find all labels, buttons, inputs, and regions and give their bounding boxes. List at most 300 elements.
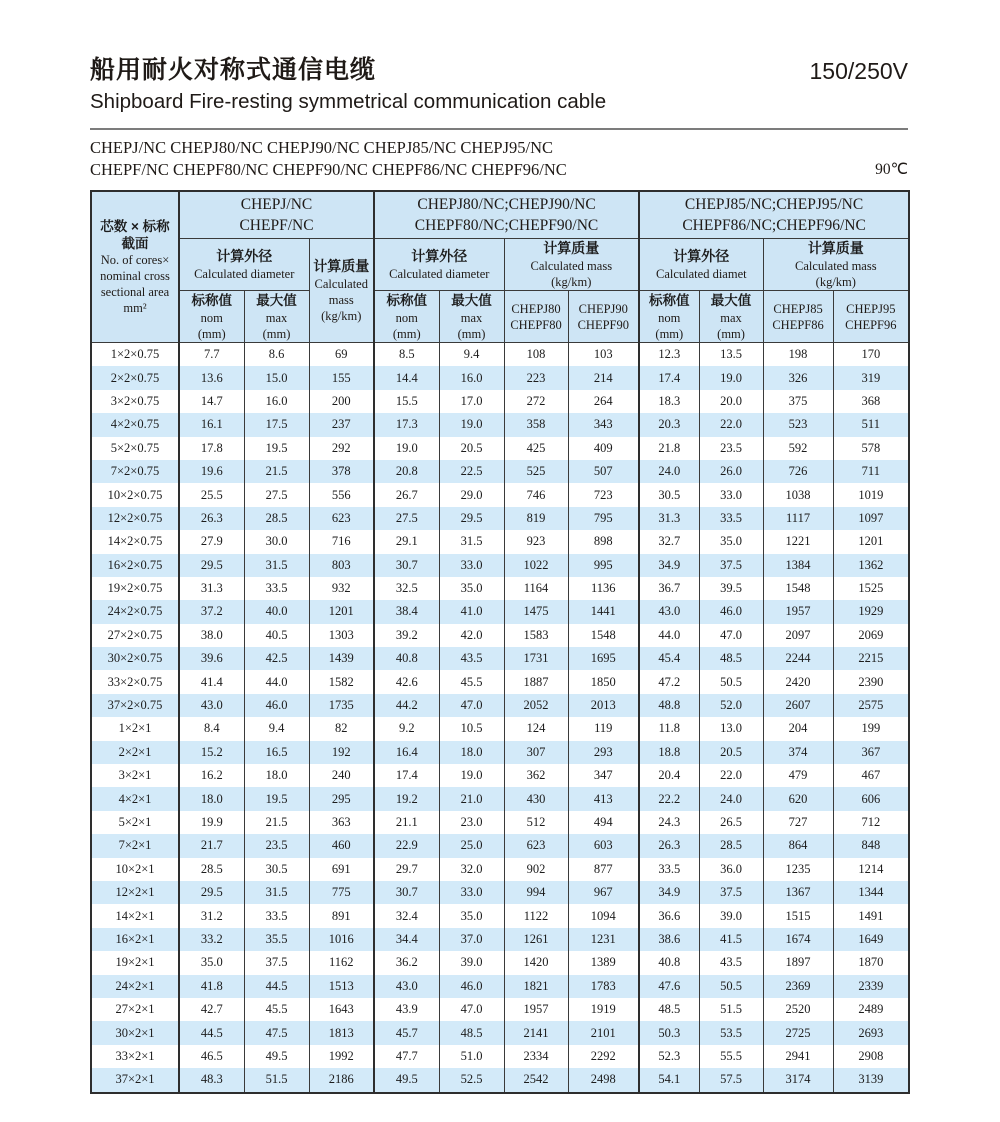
value-cell: 47.0 (699, 624, 763, 647)
value-cell: 9.4 (439, 343, 504, 367)
value-cell: 19.5 (244, 437, 309, 460)
value-cell: 35.0 (179, 951, 244, 974)
value-cell: 902 (504, 858, 568, 881)
value-cell: 2575 (833, 694, 909, 717)
size-cell: 2×2×1 (91, 741, 179, 764)
value-cell: 363 (309, 811, 374, 834)
table-row (91, 624, 909, 647)
value-cell: 23.5 (244, 834, 309, 857)
value-cell: 38.0 (179, 624, 244, 647)
value-cell: 1441 (568, 600, 639, 623)
table-row (91, 343, 909, 367)
value-cell: 3174 (763, 1068, 833, 1092)
value-cell: 69 (309, 343, 374, 367)
value-cell: 16.2 (179, 764, 244, 787)
value-cell: 691 (309, 858, 374, 881)
value-cell: 20.5 (699, 741, 763, 764)
page-content (90, 0, 908, 1094)
value-cell: 9.2 (374, 717, 439, 740)
value-cell: 374 (763, 741, 833, 764)
value-cell: 19.0 (439, 764, 504, 787)
value-cell: 29.5 (439, 507, 504, 530)
value-cell: 1582 (309, 670, 374, 693)
table-row (91, 670, 909, 693)
value-cell: 46.0 (439, 975, 504, 998)
value-cell: 34.4 (374, 928, 439, 951)
value-cell: 864 (763, 834, 833, 857)
value-cell: 54.1 (639, 1068, 699, 1092)
value-cell: 21.5 (244, 460, 309, 483)
value-cell: 36.2 (374, 951, 439, 974)
value-cell: 39.0 (439, 951, 504, 974)
value-cell: 47.2 (639, 670, 699, 693)
value-cell: 237 (309, 413, 374, 436)
table-row (91, 483, 909, 506)
value-cell: 18.0 (244, 764, 309, 787)
value-cell: 43.5 (699, 951, 763, 974)
table-row (91, 858, 909, 881)
value-cell: 1094 (568, 904, 639, 927)
value-cell: 21.8 (639, 437, 699, 460)
table-row (91, 507, 909, 530)
table-row (91, 460, 909, 483)
size-header-en3: sectional area (100, 285, 170, 299)
size-cell: 1×2×0.75 (91, 343, 179, 367)
value-cell: 47.7 (374, 1045, 439, 1068)
value-cell: 33.2 (179, 928, 244, 951)
value-cell: 33.5 (244, 904, 309, 927)
value-cell: 36.0 (699, 858, 763, 881)
value-cell: 409 (568, 437, 639, 460)
value-cell: 37.5 (699, 554, 763, 577)
value-cell: 19.9 (179, 811, 244, 834)
value-cell: 795 (568, 507, 639, 530)
value-cell: 52.5 (439, 1068, 504, 1092)
size-cell: 4×2×1 (91, 787, 179, 810)
group1-max-header: 最大值 max (mm) (244, 291, 309, 343)
value-cell: 2334 (504, 1045, 568, 1068)
value-cell: 358 (504, 413, 568, 436)
value-cell: 45.7 (374, 1021, 439, 1044)
value-cell: 9.4 (244, 717, 309, 740)
value-cell: 1957 (763, 600, 833, 623)
value-cell: 55.5 (699, 1045, 763, 1068)
value-cell: 23.0 (439, 811, 504, 834)
size-column-header (91, 191, 179, 343)
value-cell: 523 (763, 413, 833, 436)
value-cell: 307 (504, 741, 568, 764)
size-cell: 10×2×1 (91, 858, 179, 881)
value-cell: 8.5 (374, 343, 439, 367)
value-cell: 18.8 (639, 741, 699, 764)
value-cell: 1897 (763, 951, 833, 974)
value-cell: 2369 (763, 975, 833, 998)
value-cell: 1201 (309, 600, 374, 623)
value-cell: 326 (763, 366, 833, 389)
value-cell: 362 (504, 764, 568, 787)
value-cell: 30.5 (244, 858, 309, 881)
size-cell: 1×2×1 (91, 717, 179, 740)
value-cell: 17.8 (179, 437, 244, 460)
value-cell: 25.0 (439, 834, 504, 857)
value-cell: 375 (763, 390, 833, 413)
value-cell: 1695 (568, 647, 639, 670)
value-cell: 17.3 (374, 413, 439, 436)
value-cell: 20.8 (374, 460, 439, 483)
value-cell: 19.0 (699, 366, 763, 389)
value-cell: 22.0 (699, 764, 763, 787)
value-cell: 34.9 (639, 554, 699, 577)
value-cell: 21.0 (439, 787, 504, 810)
value-cell: 295 (309, 787, 374, 810)
value-cell: 18.0 (439, 741, 504, 764)
value-cell: 292 (309, 437, 374, 460)
value-cell: 13.0 (699, 717, 763, 740)
value-cell: 1548 (568, 624, 639, 647)
value-cell: 198 (763, 343, 833, 367)
value-cell: 48.5 (439, 1021, 504, 1044)
value-cell: 44.2 (374, 694, 439, 717)
group2-mass-header: 计算质量 Calculated mass (kg/km) (504, 239, 639, 291)
value-cell: 18.3 (639, 390, 699, 413)
value-cell: 2292 (568, 1045, 639, 1068)
value-cell: 2420 (763, 670, 833, 693)
value-cell: 1022 (504, 554, 568, 577)
value-cell: 578 (833, 437, 909, 460)
model-list (90, 137, 567, 181)
group3-mass-col2-header: CHEPJ95 CHEPF96 (833, 291, 909, 343)
value-cell: 45.4 (639, 647, 699, 670)
group2-mass-col1-header: CHEPJ80 CHEPF80 (504, 291, 568, 343)
value-cell: 44.0 (244, 670, 309, 693)
value-cell: 27.9 (179, 530, 244, 553)
value-cell: 48.3 (179, 1068, 244, 1092)
value-cell: 923 (504, 530, 568, 553)
value-cell: 33.0 (699, 483, 763, 506)
value-cell: 24.0 (639, 460, 699, 483)
value-cell: 25.5 (179, 483, 244, 506)
value-cell: 1887 (504, 670, 568, 693)
value-cell: 51.5 (699, 998, 763, 1021)
table-row (91, 717, 909, 740)
value-cell: 479 (763, 764, 833, 787)
value-cell: 23.5 (699, 437, 763, 460)
table-row (91, 787, 909, 810)
value-cell: 40.5 (244, 624, 309, 647)
table-row (91, 577, 909, 600)
value-cell: 17.5 (244, 413, 309, 436)
value-cell: 711 (833, 460, 909, 483)
value-cell: 30.7 (374, 881, 439, 904)
value-cell: 272 (504, 390, 568, 413)
value-cell: 44.5 (244, 975, 309, 998)
value-cell: 367 (833, 741, 909, 764)
size-cell: 19×2×1 (91, 951, 179, 974)
value-cell: 1303 (309, 624, 374, 647)
value-cell: 16.0 (439, 366, 504, 389)
size-cell: 4×2×0.75 (91, 413, 179, 436)
value-cell: 995 (568, 554, 639, 577)
value-cell: 20.0 (699, 390, 763, 413)
value-cell: 512 (504, 811, 568, 834)
table-row (91, 741, 909, 764)
value-cell: 20.4 (639, 764, 699, 787)
value-cell: 712 (833, 811, 909, 834)
table-row (91, 764, 909, 787)
value-cell: 368 (833, 390, 909, 413)
value-cell: 14.4 (374, 366, 439, 389)
value-cell: 1261 (504, 928, 568, 951)
value-cell: 42.7 (179, 998, 244, 1021)
value-cell: 467 (833, 764, 909, 787)
size-header-zh2: 截面 (121, 236, 149, 251)
value-cell: 1929 (833, 600, 909, 623)
value-cell: 994 (504, 881, 568, 904)
temperature-rating: 90℃ (875, 161, 908, 178)
value-cell: 39.6 (179, 647, 244, 670)
value-cell: 48.5 (699, 647, 763, 670)
value-cell: 16.4 (374, 741, 439, 764)
spec-table-body (91, 343, 909, 1093)
value-cell: 1016 (309, 928, 374, 951)
value-cell: 22.5 (439, 460, 504, 483)
table-row (91, 951, 909, 974)
value-cell: 430 (504, 787, 568, 810)
value-cell: 31.5 (439, 530, 504, 553)
value-cell: 1164 (504, 577, 568, 600)
value-cell: 2520 (763, 998, 833, 1021)
value-cell: 24.0 (699, 787, 763, 810)
value-cell: 50.5 (699, 670, 763, 693)
value-cell: 1122 (504, 904, 568, 927)
table-row (91, 904, 909, 927)
value-cell: 35.0 (439, 904, 504, 927)
size-cell: 3×2×1 (91, 764, 179, 787)
value-cell: 1362 (833, 554, 909, 577)
value-cell: 16.1 (179, 413, 244, 436)
model-list-line1: CHEPJ/NC CHEPJ80/NC CHEPJ90/NC CHEPJ85/NC CHEPJ95/NC (90, 138, 554, 157)
value-cell: 8.4 (179, 717, 244, 740)
group1-diameter-header: 计算外径 Calculated diameter (179, 239, 309, 291)
group3-diameter-header: 计算外径 Calculated diamet (639, 239, 763, 291)
value-cell: 31.5 (244, 554, 309, 577)
value-cell: 35.0 (699, 530, 763, 553)
value-cell: 27.5 (244, 483, 309, 506)
value-cell: 38.4 (374, 600, 439, 623)
value-cell: 43.0 (374, 975, 439, 998)
value-cell: 623 (309, 507, 374, 530)
value-cell: 8.6 (244, 343, 309, 367)
size-cell: 5×2×1 (91, 811, 179, 834)
value-cell: 45.5 (439, 670, 504, 693)
value-cell: 1643 (309, 998, 374, 1021)
value-cell: 319 (833, 366, 909, 389)
value-cell: 44.5 (179, 1021, 244, 1044)
size-header-en2: nominal cross (100, 269, 170, 283)
value-cell: 240 (309, 764, 374, 787)
value-cell: 20.5 (439, 437, 504, 460)
value-cell: 30.0 (244, 530, 309, 553)
value-cell: 1231 (568, 928, 639, 951)
table-row (91, 1045, 909, 1068)
spec-table-head (91, 191, 909, 343)
value-cell: 2244 (763, 647, 833, 670)
value-cell: 723 (568, 483, 639, 506)
value-cell: 726 (763, 460, 833, 483)
value-cell: 1367 (763, 881, 833, 904)
table-row (91, 437, 909, 460)
value-cell: 26.5 (699, 811, 763, 834)
value-cell: 43.9 (374, 998, 439, 1021)
size-cell: 7×2×0.75 (91, 460, 179, 483)
size-cell: 30×2×1 (91, 1021, 179, 1044)
value-cell: 716 (309, 530, 374, 553)
value-cell: 10.5 (439, 717, 504, 740)
value-cell: 2390 (833, 670, 909, 693)
value-cell: 1821 (504, 975, 568, 998)
value-cell: 28.5 (179, 858, 244, 881)
value-cell: 47.6 (639, 975, 699, 998)
value-cell: 20.3 (639, 413, 699, 436)
value-cell: 50.3 (639, 1021, 699, 1044)
value-cell: 525 (504, 460, 568, 483)
size-cell: 33×2×0.75 (91, 670, 179, 693)
size-cell: 14×2×0.75 (91, 530, 179, 553)
value-cell: 46.5 (179, 1045, 244, 1068)
value-cell: 592 (763, 437, 833, 460)
value-cell: 17.0 (439, 390, 504, 413)
value-cell: 223 (504, 366, 568, 389)
value-cell: 1221 (763, 530, 833, 553)
value-cell: 2186 (309, 1068, 374, 1092)
value-cell: 425 (504, 437, 568, 460)
value-cell: 29.5 (179, 881, 244, 904)
value-cell: 40.0 (244, 600, 309, 623)
value-cell: 12.3 (639, 343, 699, 367)
table-row (91, 834, 909, 857)
value-cell: 46.0 (244, 694, 309, 717)
value-cell: 19.2 (374, 787, 439, 810)
value-cell: 2908 (833, 1045, 909, 1068)
group1-mass-header: 计算质量 Calculated mass (kg/km) (309, 239, 374, 343)
value-cell: 511 (833, 413, 909, 436)
value-cell: 31.3 (639, 507, 699, 530)
size-cell: 24×2×1 (91, 975, 179, 998)
value-cell: 2097 (763, 624, 833, 647)
value-cell: 26.3 (639, 834, 699, 857)
value-cell: 32.7 (639, 530, 699, 553)
size-header-unit: mm² (123, 301, 147, 315)
value-cell: 26.7 (374, 483, 439, 506)
table-row (91, 530, 909, 553)
value-cell: 3139 (833, 1068, 909, 1092)
value-cell: 264 (568, 390, 639, 413)
value-cell: 29.7 (374, 858, 439, 881)
value-cell: 848 (833, 834, 909, 857)
value-cell: 2489 (833, 998, 909, 1021)
size-cell: 37×2×1 (91, 1068, 179, 1092)
value-cell: 43.0 (179, 694, 244, 717)
table-row (91, 600, 909, 623)
size-cell: 19×2×0.75 (91, 577, 179, 600)
value-cell: 727 (763, 811, 833, 834)
value-cell: 891 (309, 904, 374, 927)
value-cell: 15.0 (244, 366, 309, 389)
value-cell: 494 (568, 811, 639, 834)
value-cell: 26.0 (699, 460, 763, 483)
size-cell: 16×2×0.75 (91, 554, 179, 577)
value-cell: 623 (504, 834, 568, 857)
value-cell: 33.0 (439, 554, 504, 577)
table-row (91, 811, 909, 834)
value-cell: 49.5 (374, 1068, 439, 1092)
group2-diameter-header: 计算外径 Calculated diameter (374, 239, 504, 291)
value-cell: 1513 (309, 975, 374, 998)
value-cell: 52.0 (699, 694, 763, 717)
value-cell: 28.5 (699, 834, 763, 857)
value-cell: 51.5 (244, 1068, 309, 1092)
value-cell: 1019 (833, 483, 909, 506)
value-cell: 15.5 (374, 390, 439, 413)
value-cell: 1214 (833, 858, 909, 881)
size-cell: 37×2×0.75 (91, 694, 179, 717)
size-cell: 27×2×0.75 (91, 624, 179, 647)
value-cell: 49.5 (244, 1045, 309, 1068)
value-cell: 1813 (309, 1021, 374, 1044)
value-cell: 48.5 (639, 998, 699, 1021)
value-cell: 204 (763, 717, 833, 740)
value-cell: 33.5 (639, 858, 699, 881)
value-cell: 42.0 (439, 624, 504, 647)
value-cell: 19.5 (244, 787, 309, 810)
value-cell: 17.4 (374, 764, 439, 787)
group3-models-header: CHEPJ85/NC;CHEPJ95/NC CHEPF86/NC;CHEPF96/NC (639, 191, 909, 239)
value-cell: 606 (833, 787, 909, 810)
value-cell: 21.5 (244, 811, 309, 834)
value-cell: 29.1 (374, 530, 439, 553)
table-row (91, 413, 909, 436)
value-cell: 17.4 (639, 366, 699, 389)
value-cell: 32.4 (374, 904, 439, 927)
value-cell: 47.0 (439, 998, 504, 1021)
value-cell: 200 (309, 390, 374, 413)
value-cell: 40.8 (639, 951, 699, 974)
masthead (90, 55, 908, 85)
value-cell: 51.0 (439, 1045, 504, 1068)
value-cell: 1783 (568, 975, 639, 998)
table-row (91, 390, 909, 413)
value-cell: 32.0 (439, 858, 504, 881)
value-cell: 41.0 (439, 600, 504, 623)
group3-mass-col1-header: CHEPJ85 CHEPF86 (763, 291, 833, 343)
value-cell: 1735 (309, 694, 374, 717)
size-cell: 27×2×1 (91, 998, 179, 1021)
group2-models-header: CHEPJ80/NC;CHEPJ90/NC CHEPF80/NC;CHEPF90/NC (374, 191, 639, 239)
value-cell: 44.0 (639, 624, 699, 647)
value-cell: 2052 (504, 694, 568, 717)
value-cell: 2069 (833, 624, 909, 647)
size-header-zh1: 芯数 × 标称 (100, 219, 170, 234)
value-cell: 22.2 (639, 787, 699, 810)
size-cell: 12×2×1 (91, 881, 179, 904)
value-cell: 39.0 (699, 904, 763, 927)
value-cell: 41.8 (179, 975, 244, 998)
title-divider (90, 128, 908, 130)
value-cell: 35.0 (439, 577, 504, 600)
value-cell: 2013 (568, 694, 639, 717)
table-row (91, 998, 909, 1021)
value-cell: 1515 (763, 904, 833, 927)
